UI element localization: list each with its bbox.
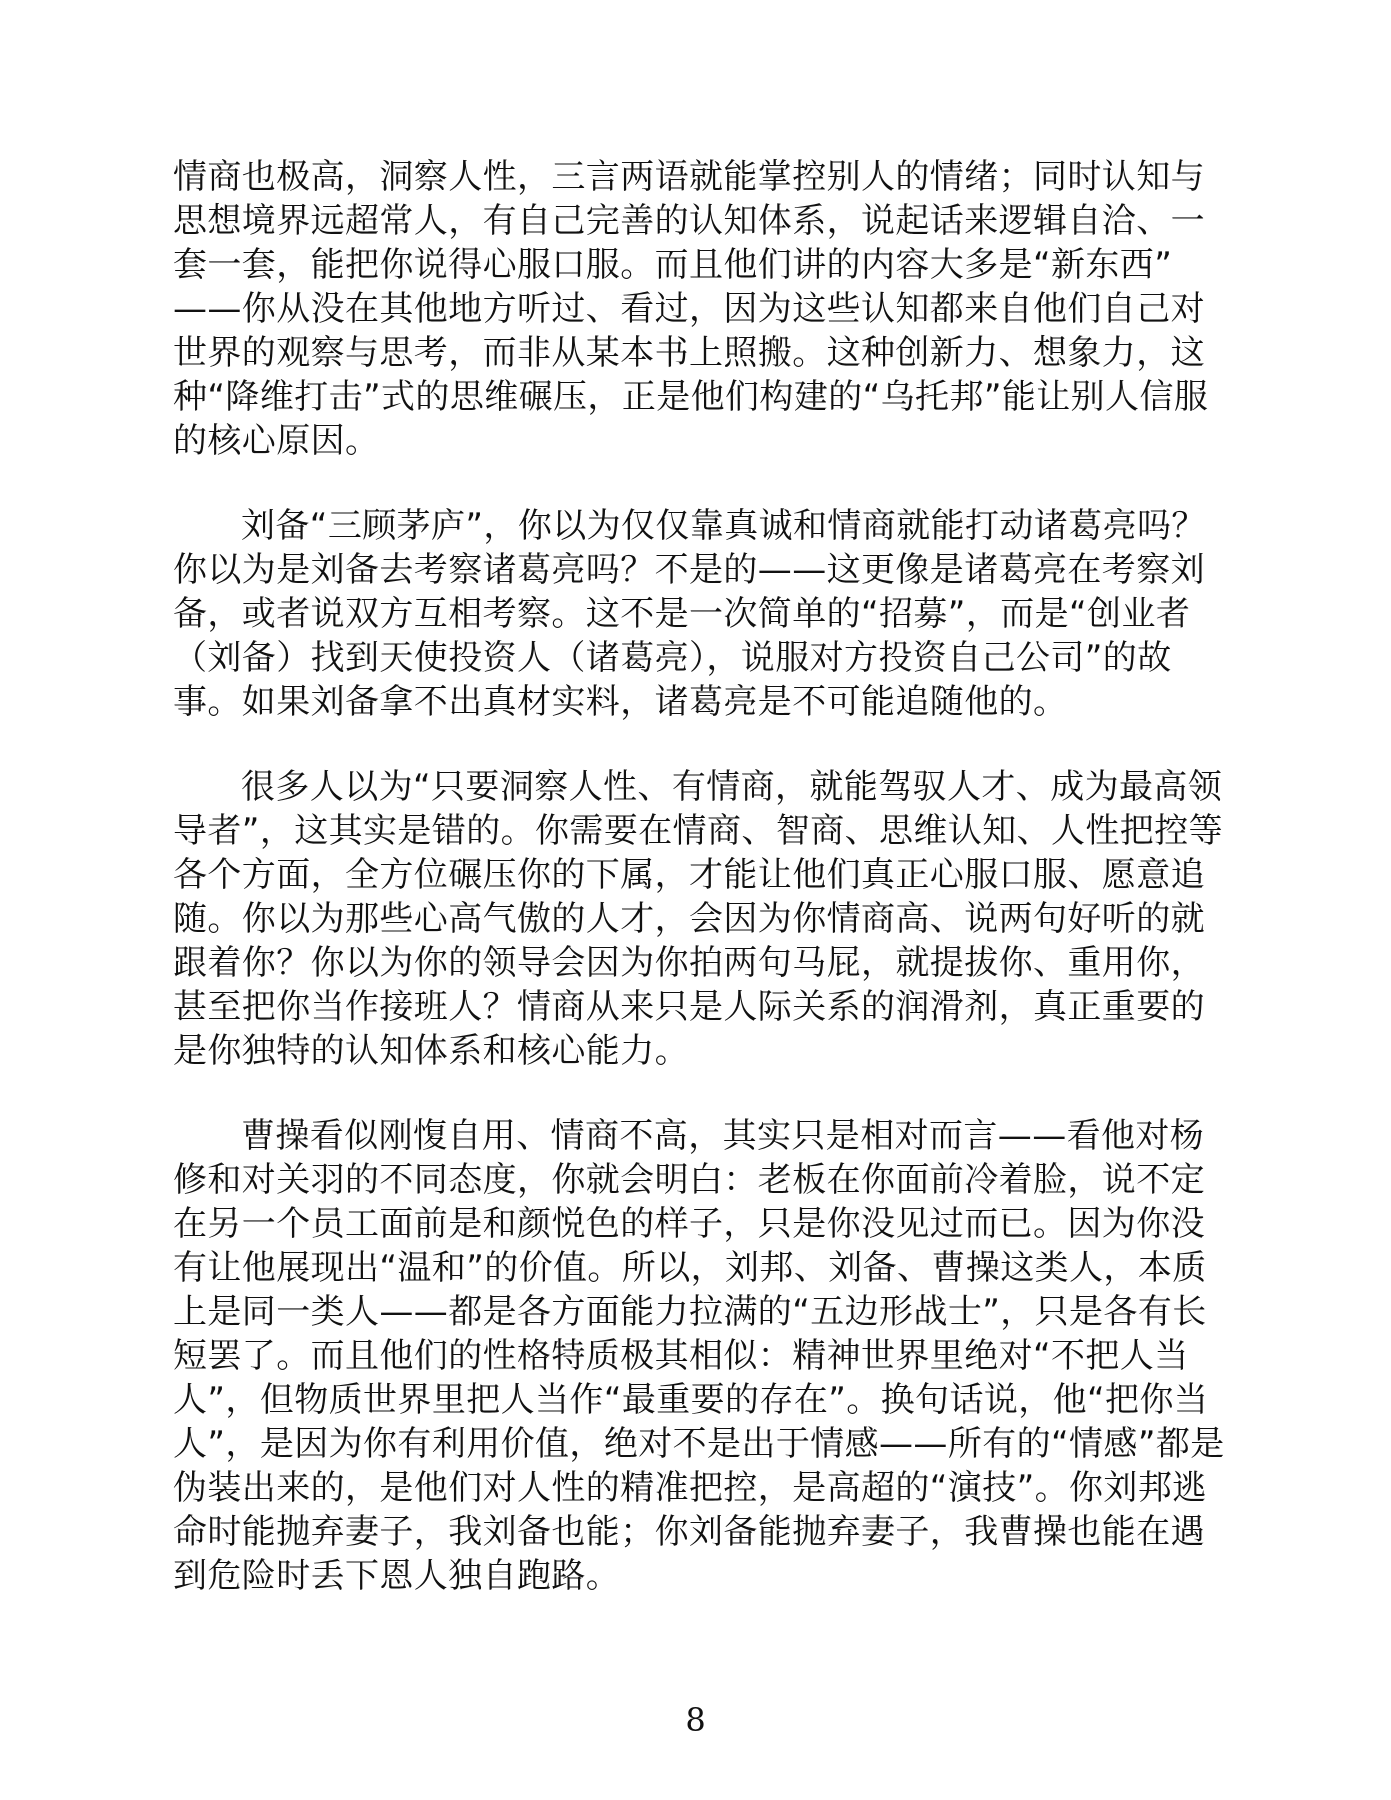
text-line: 刘备“三顾茅庐”，你以为仅仅靠真诚和情商就能打动诸葛亮吗？ — [241, 506, 1206, 546]
text-line: 思想境界远超常人，有自己完善的认知体系，说起话来逻辑自洽、一 — [173, 201, 1205, 241]
paragraph-3 — [173, 765, 1224, 1073]
text-line: 人”，是因为你有利用价值，绝对不是出于情感——所有的“情感”都是 — [173, 1424, 1225, 1464]
text-line: 有让他展现出“温和”的价值。所以，刘邦、刘备、曹操这类人，本质 — [173, 1248, 1207, 1288]
page-number: 8 — [685, 1701, 706, 1739]
text-line: 是你独特的认知体系和核心能力。 — [173, 1031, 689, 1071]
paragraph-1 — [173, 155, 1213, 463]
text-line: 世界的观察与思考，而非从某本书上照搬。这种创新力、想象力，这 — [173, 333, 1205, 373]
text-line: 上是同一类人——都是各方面能力拉满的“五边形战士”，只是各有长 — [173, 1292, 1207, 1332]
text-line: 甚至把你当作接班人？情商从来只是人际关系的润滑剂，真正重要的 — [173, 987, 1205, 1027]
text-line: （刘备）找到天使投资人（诸葛亮），说服对方投资自己公司”的故 — [173, 638, 1172, 678]
text-line: 修和对关羽的不同态度，你就会明白：老板在你面前冷着脸，说不定 — [173, 1160, 1205, 1200]
text-line: 曹操看似刚愎自用、情商不高，其实只是相对而言——看他对杨 — [241, 1116, 1205, 1156]
document-page — [173, 155, 1225, 1639]
text-line: 备，或者说双方互相考察。这不是一次简单的“招募”，而是“创业者 — [173, 594, 1191, 634]
text-line: 跟着你？你以为你的领导会因为你拍两句马屁，就提拔你、重用你， — [173, 943, 1205, 983]
text-line: ——你从没在其他地方听过、看过，因为这些认知都来自他们自己对 — [173, 289, 1205, 329]
text-line: 导者”，这其实是错的。你需要在情商、智商、思维认知、人性把控等 — [173, 811, 1224, 851]
text-line: 套一套，能把你说得心服口服。而且他们讲的内容大多是“新东西” — [173, 245, 1173, 285]
text-line: 很多人以为“只要洞察人性、有情商，就能驾驭人才、成为最高领 — [241, 767, 1223, 807]
text-line: 事。如果刘备拿不出真材实料，诸葛亮是不可能追随他的。 — [173, 682, 1068, 722]
text-line: 种“降维打击”式的思维碾压，正是他们构建的“乌托邦”能让别人信服 — [173, 377, 1209, 417]
text-line: 你以为是刘备去考察诸葛亮吗？不是的——这更像是诸葛亮在考察刘 — [173, 550, 1205, 590]
text-line: 随。你以为那些心高气傲的人才，会因为你情商高、说两句好听的就 — [173, 899, 1205, 939]
text-line: 各个方面，全方位碾压你的下属，才能让他们真正心服口服、愿意追 — [173, 855, 1205, 895]
paragraph-2 — [173, 504, 1213, 724]
text-line: 到危险时丢下恩人独自跑路。 — [173, 1556, 621, 1596]
text-line: 命时能抛弃妻子，我刘备也能；你刘备能抛弃妻子，我曹操也能在遇 — [173, 1512, 1205, 1552]
text-line: 情商也极高，洞察人性，三言两语就能掌控别人的情绪；同时认知与 — [173, 157, 1205, 197]
text-line: 人”，但物质世界里把人当作“最重要的存在”。换句话说，他“把你当 — [173, 1380, 1209, 1420]
text-line: 伪装出来的，是他们对人性的精准把控，是高超的“演技”。你刘邦逃 — [173, 1468, 1207, 1508]
paragraph-4 — [173, 1114, 1225, 1598]
text-line: 在另一个员工面前是和颜悦色的样子，只是你没见过而已。因为你没 — [173, 1204, 1205, 1244]
text-line: 的核心原因。 — [173, 421, 380, 461]
text-line: 短罢了。而且他们的性格特质极其相似：精神世界里绝对“不把人当 — [173, 1336, 1189, 1376]
